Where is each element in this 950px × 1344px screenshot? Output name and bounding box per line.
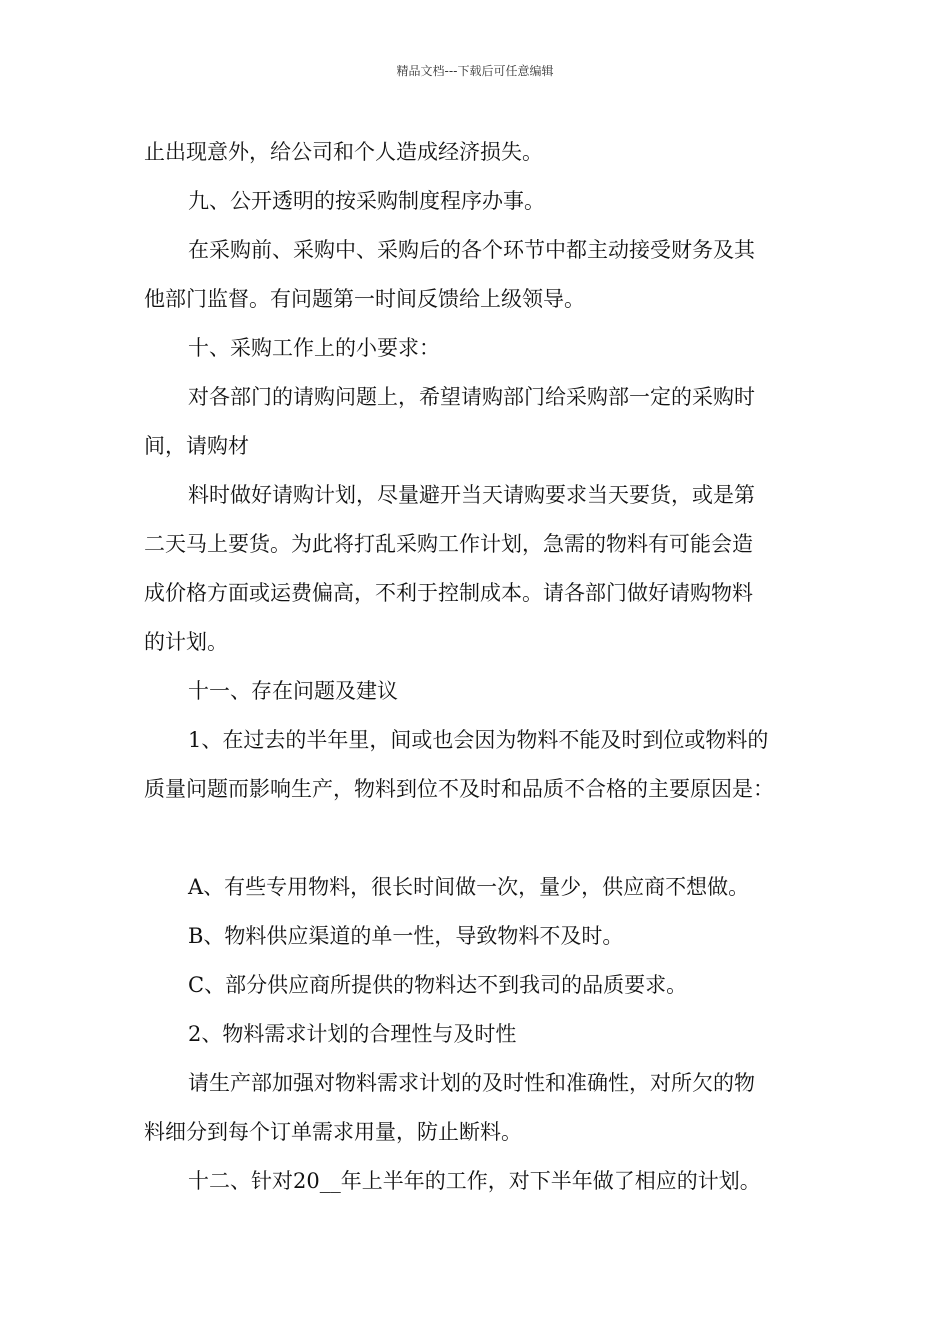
text-line: 料细分到每个订单需求用量，防止断料。 [144,1120,522,1144]
section-heading-10: 十、采购工作上的小要求： [188,336,440,360]
section-heading-12: 十二、针对20__年上半年的工作，对下半年做了相应的计划。 [188,1169,761,1193]
text-line: 对各部门的请购问题上，希望请购部门给采购部一定的采购时 [188,385,755,409]
document-body [144,128,824,1206]
text-line: 1、在过去的半年里，间或也会因为物料不能及时到位或物料的 [188,728,769,752]
text-line: 他部门监督。有问题第一时间反馈给上级领导。 [144,287,585,311]
list-item-b: B、物料供应渠道的单一性，导致物料不及时。 [188,924,624,948]
text-line: 二天马上要货。为此将打乱采购工作计划，急需的物料有可能会造 [144,532,753,556]
text-line: 的计划。 [144,630,228,654]
list-item-a: A、有些专用物料，很长时间做一次，量少，供应商不想做。 [188,875,750,899]
list-item-c: C、部分供应商所提供的物料达不到我司的品质要求。 [188,973,688,997]
list-item-2: 2、物料需求计划的合理性与及时性 [188,1022,517,1046]
text-line: 间，请购材 [144,434,249,458]
text-line: 请生产部加强对物料需求计划的及时性和准确性，对所欠的物 [188,1071,755,1095]
text-line: 止出现意外，给公司和个人造成经济损失。 [144,140,543,164]
blank-line [144,814,824,863]
section-heading-11: 十一、存在问题及建议 [188,679,398,703]
page-header: 精品文档---下载后可任意编辑 [396,64,554,78]
text-line: 在采购前、采购中、采购后的各个环节中都主动接受财务及其 [188,238,755,262]
section-heading-9: 九、公开透明的按采购制度程序办事。 [188,189,545,213]
text-line: 成价格方面或运费偏高，不利于控制成本。请各部门做好请购物料 [144,581,753,605]
text-line: 料时做好请购计划，尽量避开当天请购要求当天要货，或是第 [188,483,755,507]
text-line: 质量问题而影响生产，物料到位不及时和品质不合格的主要原因是： [144,777,774,801]
